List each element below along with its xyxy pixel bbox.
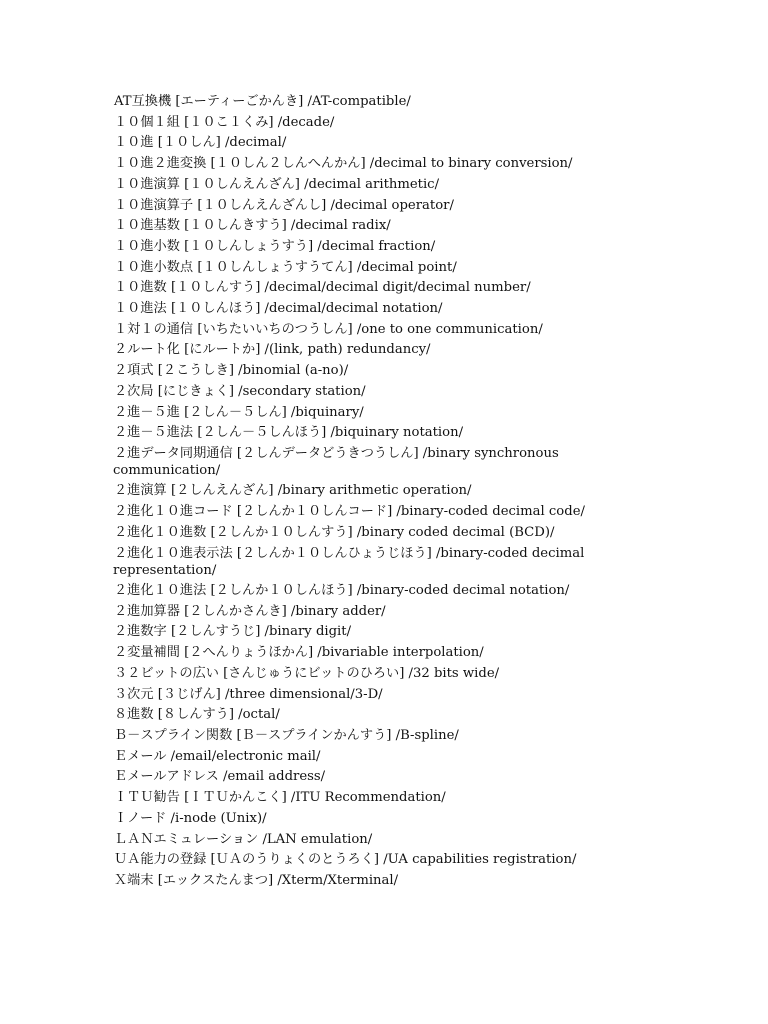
entry-decimal-radix: １０進基数 [１０しんきすう] /decimal radix/	[114, 218, 391, 234]
entry-octal: ８進数 [８しんすう] /octal/	[114, 707, 280, 723]
entry-32-bits-wide: ３２ビットの広い [さんじゅうにビットのひろい] /32 bits wide/	[114, 665, 500, 681]
entry-at-compatible: AT互換機 [エーティーごかんき] /AT-compatible/	[114, 94, 411, 109]
entry-line-2: communication/	[113, 463, 221, 479]
entry-decade: １０個１組 [１０こ１くみ] /decade/	[114, 114, 335, 130]
entry-email: Ｅメール /email/electronic mail/	[114, 748, 321, 764]
entry-binary-digit: ２進数字 [２しんすうじ] /binary digit/	[114, 624, 352, 640]
entry-decimal-number: １０進数 [１０しんすう] /decimal/decimal digit/decimal number/	[114, 280, 531, 296]
entry-decimal-to-binary-conversion: １０進２進変換 [１０しん２しんへんかん] /decimal to binary conversion/	[114, 156, 573, 172]
entry-decimal-fraction: １０進小数 [１０しんしょうすう] /decimal fraction/	[114, 238, 436, 254]
entry-b-spline: Ｂ－スプライン関数 [Ｂ－スプラインかんすう] /B-spline/	[114, 727, 459, 743]
entry-ua-capabilities-registration: ＵＡ能力の登録 [ＵＡのうりょくのとうろく] /UA capabilities registration/	[114, 852, 577, 868]
entry-line-1: ２進データ同期通信 [２しんデータどうきつうしん] /binary synchronous	[114, 445, 559, 461]
entry-binary-synchronous-communication	[114, 444, 614, 482]
entry-one-to-one-communication: １対１の通信 [いちたいいちのつうしん] /one to one communication/	[114, 321, 543, 337]
entry-decimal-point: １０進小数点 [１０しんしょうすうてん] /decimal point/	[114, 259, 457, 275]
entry-binary-coded-decimal-notation: ２進化１０進法 [２しんか１０しんほう] /binary-coded decimal notation/	[114, 583, 570, 599]
entry-itu-recommendation: ＩＴＵ勧告 [ＩＴＵかんこく] /ITU Recommendation/	[114, 790, 446, 806]
entry-secondary-station: ２次局 [にじきょく] /secondary station/	[114, 383, 366, 399]
entry-decimal-arithmetic: １０進演算 [１０しんえんざん] /decimal arithmetic/	[114, 176, 440, 192]
entry-line-2: representation/	[113, 563, 217, 579]
entry-bivariable-interpolation: ２変量補間 [２へんりょうほかん] /bivariable interpolation/	[114, 645, 484, 661]
entry-xterm: Ｘ端末 [エックスたんまつ] /Xterm/Xterminal/	[114, 872, 399, 888]
entry-binomial: ２項式 [２こうしき] /binomial (a-no)/	[114, 363, 349, 379]
entry-three-dimensional: ３次元 [３じげん] /three dimensional/3-D/	[114, 686, 383, 702]
entry-redundancy: ２ルート化 [にルートか] /(link, path) redundancy/	[114, 342, 431, 358]
entry-binary-adder: ２進加算器 [２しんかさんき] /binary adder/	[114, 603, 386, 619]
entry-decimal-operator: １０進演算子 [１０しんえんざんし] /decimal operator/	[114, 197, 454, 213]
entry-decimal-notation: １０進法 [１０しんほう] /decimal/decimal notation/	[114, 301, 443, 317]
entry-email-address: Ｅメールアドレス /email address/	[114, 769, 326, 785]
entry-decimal: １０進 [１０しん] /decimal/	[114, 135, 287, 151]
dictionary-entry-list	[114, 92, 614, 892]
entry-biquinary: ２進－５進 [２しん－５しん] /biquinary/	[114, 404, 364, 420]
entry-binary-coded-decimal-code: ２進化１０進コード [２しんか１０しんコード] /binary-coded decimal code/	[114, 504, 585, 520]
entry-biquinary-notation: ２進－５進法 [２しん－５しんほう] /biquinary notation/	[114, 425, 464, 441]
entry-i-node: Ｉノード /i-node (Unix)/	[114, 810, 267, 826]
entry-lan-emulation: ＬＡＮエミュレーション /LAN emulation/	[114, 831, 373, 847]
entry-line-1: ２進化１０進表示法 [２しんか１０しんひょうじほう] /binary-coded decimal	[114, 545, 585, 561]
entry-binary-coded-decimal-bcd: ２進化１０進数 [２しんか１０しんすう] /binary coded decimal (BCD)/	[114, 524, 555, 540]
entry-binary-arithmetic-operation: ２進演算 [２しんえんざん] /binary arithmetic operation/	[114, 483, 472, 499]
entry-binary-coded-decimal-representation	[114, 544, 614, 582]
